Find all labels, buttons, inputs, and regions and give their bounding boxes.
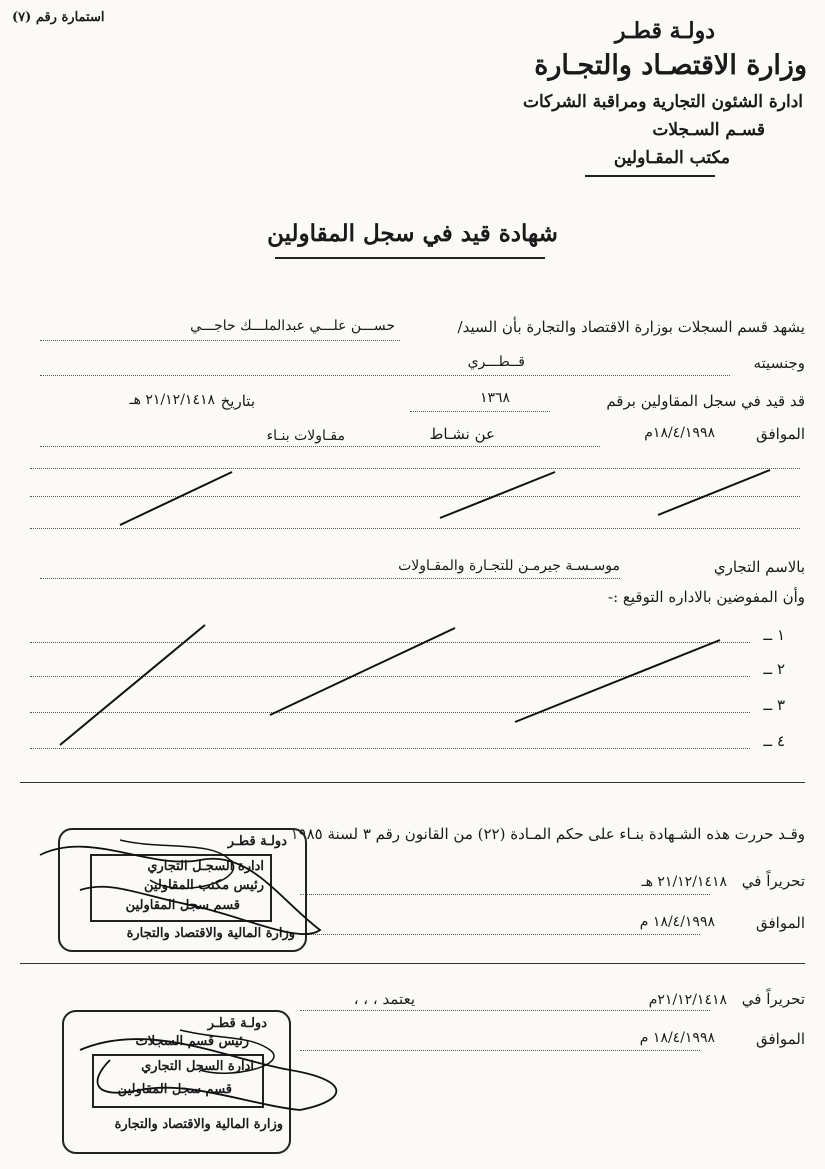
signatory-3-number: ٣ ــ: [763, 696, 785, 714]
cross-out-stroke-6: [515, 640, 720, 722]
office-name: مكتب المقـاولين: [613, 148, 730, 168]
issued-hijri-2: ٢١/١٢/١٤١٨م: [648, 992, 727, 1008]
cross-out-stroke-5: [270, 628, 455, 715]
corresponding-label-2: الموافق: [755, 1030, 805, 1048]
cross-out-stroke-1: [120, 472, 232, 525]
corresponding-label-1: الموافق: [755, 914, 805, 932]
date-label: بتاريخ: [220, 392, 255, 410]
issued-label-2: تحريراً في: [741, 990, 805, 1008]
signature-2b: [180, 1030, 274, 1073]
state-name: دولـة قطـر: [614, 18, 715, 44]
cross-out-stroke-4: [60, 625, 205, 745]
stamp-1-bottom: وزارة المالية والاقتصاد والتجارة: [126, 926, 295, 941]
cross-out-stroke-3: [658, 470, 770, 515]
registration-number: ١٣٦٨: [480, 390, 511, 406]
stamp-2-bottom: وزارة المالية والاقتصاد والتجارة: [114, 1117, 283, 1132]
stamp-1-line3: قسم سجل المقاولين: [125, 898, 240, 913]
signatory-1-number: ١ ــ: [763, 626, 785, 644]
issued-label-1: تحريراً في: [741, 872, 805, 890]
nationality-value: قــطـــري: [467, 354, 525, 370]
trade-name-label: بالاسم التجاري: [713, 558, 805, 576]
signatories-label: وأن المفوضين بالاداره التوقيع :-: [608, 588, 805, 606]
approved-label: يعتمد ، ، ،: [353, 990, 415, 1008]
form-number: استمارة رقم (٧): [12, 10, 105, 25]
signature-1b: [120, 840, 234, 888]
gregorian-date: ١٨/٤/١٩٩٨م: [644, 425, 715, 441]
ministry-name: وزارة الاقتصـاد والتجـارة: [534, 50, 807, 81]
registration-label: قد قيد في سجل المقاولين برقم: [606, 392, 805, 410]
issued-greg-1: ١٨/٤/١٩٩٨ م: [639, 914, 715, 930]
trade-name-value: موسـسـة جيرمـن للتجـارة والمقـاولات: [398, 558, 620, 574]
cross-out-stroke-2: [440, 472, 555, 518]
signatory-4-number: ٤ ــ: [763, 732, 785, 750]
section-name: قسـم السـجلات: [652, 120, 765, 140]
stamp-2-line2: ادارة السجل التجاري: [141, 1059, 254, 1074]
certificate-title: شهادة قيد في سجل المقاولين: [267, 220, 558, 247]
stamp-1-top: دولـة قطـر: [227, 834, 287, 849]
stamp-2-line3: قسم سجل المقاولين: [117, 1082, 232, 1097]
stamp-2-top: دولـة قطـر: [207, 1016, 267, 1031]
department-name: ادارة الشئون التجارية ومراقبة الشركات: [522, 92, 803, 112]
signature-1: [40, 847, 320, 934]
hijri-date: ٢١/١٢/١٤١٨ هـ: [129, 392, 215, 408]
stamp-1-line1: ادارة السجـل التجاري: [147, 859, 264, 874]
activity-value: مقـاولات بنـاء: [266, 428, 345, 444]
attestation-label: يشهد قسم السجلات بوزارة الاقتصاد والتجارة بأن السيد/: [457, 318, 805, 336]
corresponding-label: الموافق: [755, 425, 805, 443]
issued-greg-2: ١٨/٤/١٩٩٨ م: [639, 1030, 715, 1046]
issued-hijri-1: ٢١/١٢/١٤١٨ هـ: [641, 874, 727, 890]
stamp-2-line1: رئيس قسم السجلات: [135, 1034, 249, 1049]
signature-2: [80, 1039, 336, 1110]
stamp-1-line2: رئيس مكتب المقاولين: [144, 878, 264, 893]
holder-name: حســـن علـــي عبدالملـــك حاجـــي: [190, 318, 395, 334]
nationality-label: وجنسيته: [753, 354, 805, 372]
legal-basis-text: وقـد حررت هذه الشـهادة بنـاء على حكم المـادة (٢٢) من القانون رقم ٣ لسنة ١٩٨٥: [290, 825, 805, 843]
signatory-2-number: ٢ ــ: [763, 660, 785, 678]
activity-label: عن نشـاط: [429, 425, 495, 443]
